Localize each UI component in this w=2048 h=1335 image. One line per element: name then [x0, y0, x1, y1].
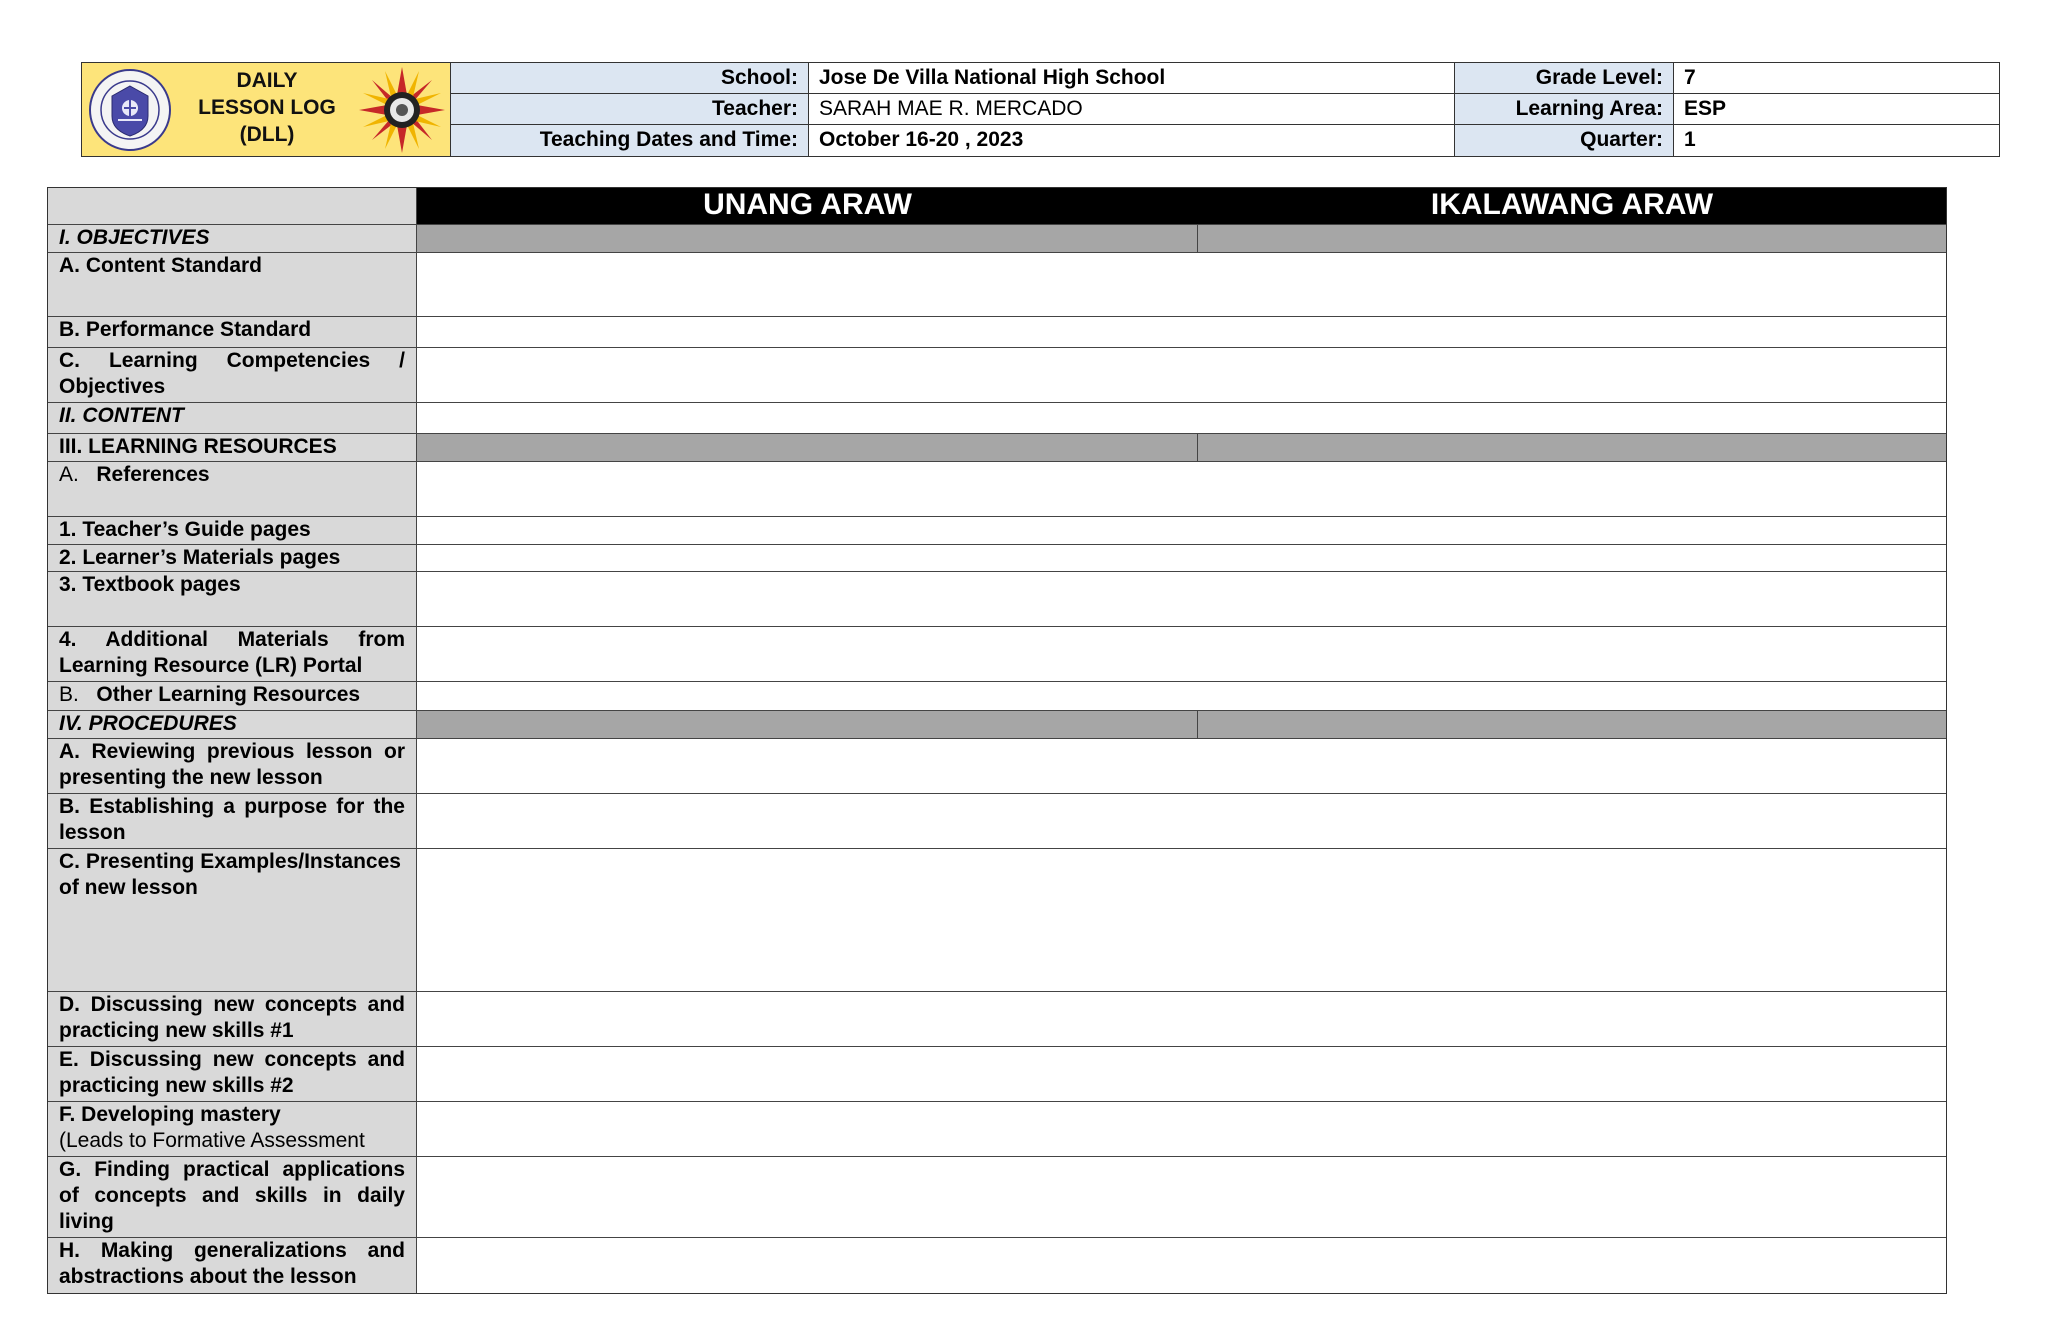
- table-row-procedures: [48, 711, 1946, 739]
- row-cell-content[interactable]: [417, 403, 1946, 433]
- row-cell-proc-g[interactable]: [417, 1157, 1946, 1237]
- section-shading: [417, 711, 1946, 738]
- row-cell-proc-c[interactable]: [417, 849, 1946, 991]
- dll-title: [177, 67, 357, 148]
- column-unang-araw: UNANG ARAW: [703, 188, 912, 221]
- quarter-label: Quarter:: [1455, 125, 1674, 156]
- row-cell-proc-h[interactable]: [417, 1238, 1946, 1293]
- row-label-proc-e: E. Discussing new concepts and practicing new skills #2: [48, 1047, 417, 1101]
- teacher-value: SARAH MAE R. MERCADO: [809, 94, 1455, 125]
- section-label-content: II. CONTENT: [48, 403, 417, 433]
- table-row-proc-g: [48, 1157, 1946, 1238]
- row-label-references: [48, 462, 417, 516]
- dll-header-grid: [451, 63, 1999, 156]
- other-resources-text: Other Learning Resources: [96, 683, 361, 706]
- dll-title-line-3: (DLL): [239, 123, 295, 146]
- table-row-additional-materials: [48, 627, 1946, 682]
- lesson-log-table: [47, 187, 1947, 1294]
- section-label-learning-resources: III. LEARNING RESOURCES: [48, 434, 417, 461]
- table-header-row: [48, 188, 1946, 225]
- row-label-proc-g: G. Finding practical applications of concepts and skills in daily living: [48, 1157, 417, 1237]
- row-label-content-standard: A. Content Standard: [48, 253, 417, 316]
- table-row-content-standard: [48, 253, 1946, 317]
- day-columns-header: [417, 188, 1946, 224]
- row-label-competencies: C. Learning Competencies / Objectives: [48, 348, 417, 402]
- grade-level-label: Grade Level:: [1455, 63, 1674, 94]
- learning-area-value: ESP: [1674, 94, 1999, 125]
- table-row-proc-e: [48, 1047, 1946, 1102]
- references-letter: A.: [59, 463, 79, 486]
- grade-level-value: 7: [1674, 63, 1999, 94]
- row-cell-proc-f[interactable]: [417, 1102, 1946, 1156]
- row-cell-additional-materials[interactable]: [417, 627, 1946, 681]
- row-label-proc-h: H. Making generalizations and abstractions about the lesson: [48, 1238, 417, 1293]
- table-row-proc-f: [48, 1102, 1946, 1157]
- table-row-proc-c: [48, 849, 1946, 992]
- deped-seal-icon: [88, 68, 172, 152]
- row-label-performance-standard: B. Performance Standard: [48, 317, 417, 347]
- table-row-competencies: [48, 348, 1946, 403]
- row-cell-other-resources[interactable]: [417, 682, 1946, 710]
- other-resources-letter: B.: [59, 683, 79, 706]
- row-label-teachers-guide: 1. Teacher’s Guide pages: [48, 517, 417, 544]
- table-row-proc-a: [48, 739, 1946, 794]
- table-row-learning-resources: [48, 434, 1946, 462]
- dll-header: [81, 62, 2000, 157]
- table-row-teachers-guide: [48, 517, 1946, 545]
- row-cell-textbook[interactable]: [417, 572, 1946, 626]
- table-row-proc-h: [48, 1238, 1946, 1293]
- dll-logo-cell: [82, 63, 451, 156]
- proc-f-text: F. Developing mastery: [59, 1103, 281, 1126]
- table-row-performance-standard: [48, 317, 1946, 348]
- school-label: School:: [451, 63, 809, 94]
- section-label-objectives: I. OBJECTIVES: [48, 225, 417, 252]
- row-cell-proc-d[interactable]: [417, 992, 1946, 1046]
- row-cell-learners-materials[interactable]: [417, 545, 1946, 571]
- row-label-textbook: 3. Textbook pages: [48, 572, 417, 626]
- school-sun-logo-icon: [357, 65, 447, 155]
- row-cell-teachers-guide[interactable]: [417, 517, 1946, 544]
- row-label-proc-c: C. Presenting Examples/Instances of new lesson: [48, 849, 417, 991]
- dll-title-line-2: LESSON LOG: [198, 96, 336, 119]
- references-text: References: [96, 463, 210, 486]
- row-cell-competencies[interactable]: [417, 348, 1946, 402]
- table-row-other-resources: [48, 682, 1946, 711]
- teaching-dates-label: Teaching Dates and Time:: [451, 125, 809, 156]
- row-label-additional-materials: 4. Additional Materials from Learning Resource (LR) Portal: [48, 627, 417, 681]
- dll-title-line-1: DAILY: [236, 69, 298, 92]
- school-value: Jose De Villa National High School: [809, 63, 1455, 94]
- row-label-learners-materials: 2. Learner’s Materials pages: [48, 545, 417, 571]
- table-row-proc-b: [48, 794, 1946, 849]
- column-ikalawang-araw: IKALAWANG ARAW: [1430, 188, 1714, 221]
- row-cell-content-standard[interactable]: [417, 253, 1946, 316]
- table-row-learners-materials: [48, 545, 1946, 572]
- section-shading: [417, 225, 1946, 252]
- table-row-proc-d: [48, 992, 1946, 1047]
- teaching-dates-value: October 16-20 , 2023: [809, 125, 1455, 156]
- row-cell-proc-a[interactable]: [417, 739, 1946, 793]
- table-header-corner: [48, 188, 417, 224]
- teacher-label: Teacher:: [451, 94, 809, 125]
- row-label-proc-f: [48, 1102, 417, 1156]
- row-label-proc-d: D. Discussing new concepts and practicing new skills #1: [48, 992, 417, 1046]
- table-row-textbook: [48, 572, 1946, 627]
- proc-f-note: (Leads to Formative Assessment: [59, 1129, 365, 1152]
- row-cell-proc-b[interactable]: [417, 794, 1946, 848]
- row-cell-proc-e[interactable]: [417, 1047, 1946, 1101]
- row-label-proc-a: A. Reviewing previous lesson or presenting the new lesson: [48, 739, 417, 793]
- row-label-proc-b: B. Establishing a purpose for the lesson: [48, 794, 417, 848]
- row-cell-performance-standard[interactable]: [417, 317, 1946, 347]
- row-cell-references[interactable]: [417, 462, 1946, 516]
- section-shading: [417, 434, 1946, 461]
- section-label-procedures: IV. PROCEDURES: [48, 711, 417, 738]
- quarter-value: 1: [1674, 125, 1999, 156]
- row-label-other-resources: [48, 682, 417, 710]
- table-row-objectives: [48, 225, 1946, 253]
- learning-area-label: Learning Area:: [1455, 94, 1674, 125]
- table-row-references: [48, 462, 1946, 517]
- table-row-content: [48, 403, 1946, 434]
